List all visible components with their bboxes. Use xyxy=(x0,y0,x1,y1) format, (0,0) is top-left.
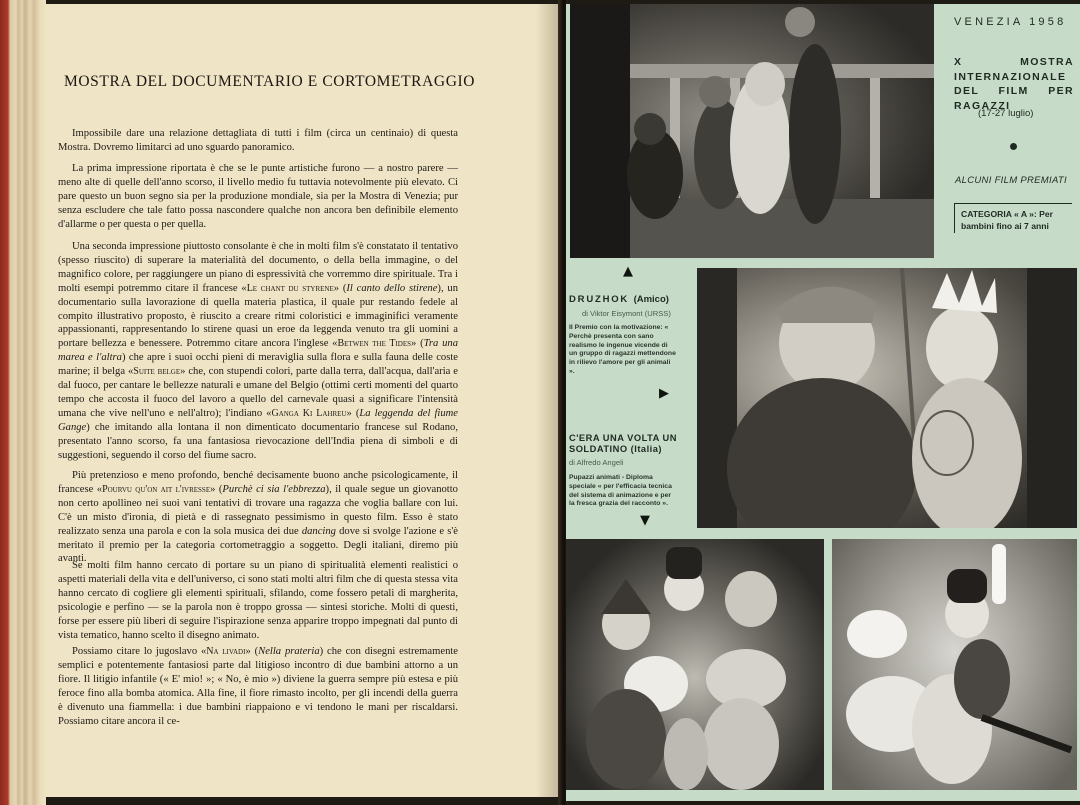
arrow-right-icon: ▶ xyxy=(659,386,669,401)
page-title: MOSTRA DEL DOCUMENTARIO E CORTOMETRAGGIO xyxy=(64,73,476,90)
photo-two-boys xyxy=(697,268,1077,528)
paragraph-6: Possiamo citare lo jugoslavo «Na livadi» (Nella prateria) che con disegni estremamente semplici e potentemente fantasiosi parte dal litigioso incontro di due bambini attorno a un fiore. Il litigio infantile (« E' mio! »; « No, è mio ») diviene la guerra sempre più estesa e più feroce fino alla bomba atomica. Alla fine, il fiore rimasto incolto, per gli incendi della guerra è divenuto una fiammella: i due bambini riappaiono e vi tendono le mani per riscaldarsi. Possiamo citare ancora il ce- xyxy=(58,646,459,727)
category-label: CATEGORIA « A »: Per bambini fino ai 7 anni xyxy=(954,203,1072,233)
paragraph-3: Una seconda impressione piuttosto consolante è che in molti film s'è constatato il tentativo (spesso riuscito) di superare la materialità del documento, o della bella immagine, o del magnifico colore, per raggiungere un piano di espressività che vorremmo dire spirituale. Tra i molti esempi potremmo citare il francese «Le chant du styrene» (Il canto dello stirene), un documentario sulla lavorazione di quella materia plastica, il quale pur restando fedele al compito illustrativo proposto, è riuscito a creare ritmi coloristici e immaginifici veramente appassionanti, rappresentando lo stirene quasi un eroe da leggenda venuto tra gli uomini a portare bellezza e benessere. Potremmo citare ancora l'inglese «Betwen the Tides» (Tra una marea e l'altra) che apre i suoi occhi pieni di meraviglia sulla flora e sulla fauna delle coste marine; il belga «Suite belge» che, con stupendi colori, parte dalla terra, dall'acqua, dall'aria e dal fuoco, per cantare le bellezze naturali e umane del Belgio (ottimi certi momenti del quarto tempo che accosta il fuoco del lavoro a quello del carnevale quasi a significare l'intensità umana che vive nell'uno e nell'altro); l'indiano «Ganga Ki Lahreu» (La leggenda del fiume Gange) che imitando alla lontana il non dimenticato documentario francese sul Rodano, presentato l'anno scorso, fa una fantasiosa rievocazione dell'India piena di simboli e di suggestioni, seguendo il corso del fiume sacro. xyxy=(58,241,459,461)
paragraph-1: Impossibile dare una relazione dettagliata di tutti i film (circa un centinaio) di questa Mostra. Dovremo limitarci ad uno sguardo panoramico. xyxy=(58,128,458,153)
section-heading: ALCUNI FILM PREMIATI xyxy=(955,175,1067,186)
arrow-down-icon: ▼ xyxy=(640,513,650,528)
film-title: Pourvu qu'on ait l'ivresse xyxy=(102,483,211,495)
film-title: Betwen the Tides xyxy=(337,338,411,350)
film-title: Le chant du styrene xyxy=(246,282,334,294)
paragraph-2: La prima impressione riportata è che se le punte artistiche furono — a nostro parere — meno alte di quelle dell'anno scorso, il livello medio fu tuttavia notevolmente più elevato. Ci pare questo un buon segno sia per la produzione mondiale, sia per la Mostra di Venezia; pur senza escludere che tale fatto possa nascondere qualche non ancora ben definibile elemento d'allarme o per questa o per quella. xyxy=(58,163,458,230)
book-edge-left xyxy=(0,0,46,805)
bullet-dot xyxy=(1010,143,1017,150)
film1-director: di Viktor Eisymont (URSS) xyxy=(582,309,671,318)
photo-puppet-soldier xyxy=(832,539,1077,790)
film1-note: II Premio con la motivazione: « Perchè presenta con sano realismo le ingenue vicende di un gruppo di ragazzi mettendone in rilievo l'amore per gli animali ». xyxy=(569,324,676,375)
festival-title: X MOSTRA INTERNAZIONALE DEL FILM PER RAGAZZI xyxy=(954,56,1074,112)
film2-title: C'ERA UNA VOLTA UN SOLDATINO (Italia) xyxy=(569,433,677,454)
film-title: Na livadi xyxy=(206,646,246,657)
paragraph-4: Più pretenzioso e meno profondo, benché decisamente buono anche psicologicamente, il francese «Pourvu qu'on ait l'ivresse» (Purchè ci sia l'ebbrezza), il quale segue un giovanotto non certo apollineo nei suoi vani tentativi di trovare una ragazza che voglia ballare con lui. C'è un misto d'ironia, di pietà e di rassegnato pessimismo in questo film. Esso è stato realizzato senza una parola e con la sola musica dei due dancing dove si svolge l'azione e s'è meritato il premio per la categoria cortometraggio a soggetto. Degli italiani, diremo più avanti. xyxy=(58,470,458,565)
film2-director: di Alfredo Angeli xyxy=(569,458,624,467)
film2-note: Pupazzi animati - Diploma speciale « per l'efficacia tecnica del sistema di animazione e per la fresca grazia del racconto ». xyxy=(569,474,672,508)
header-venezia: VENEZIA 1958 xyxy=(954,16,1067,28)
film-title: Ganga Ki Lahreu xyxy=(271,407,347,419)
arrow-up-icon: ▲ xyxy=(623,264,633,279)
photo-children-with-dog xyxy=(570,4,934,258)
film1-title: DRUZHOK (Amico) xyxy=(569,294,669,305)
festival-dates: (17-27 luglio) xyxy=(978,108,1034,119)
film-title: Suite belge xyxy=(133,366,181,378)
photo-puppets-group xyxy=(566,539,824,790)
paragraph-5: Se molti film hanno cercato di portare su un piano di spiritualità elementi realistici o aspetti materiali della vita e dell'universo, ci sono stati molti altri film che di questa stessa vita hanno cercato di cogliere gli elementi spirituali, sfilando, come fossero petali di margherita, psicologie e perfino — se la parola non è troppo grossa — sintesi storiche. Molti di questi, forse per essere più liberi di seguire l'ispirazione senza apparire troppo impegnati dal punto di vista tematico, hanno scelto il disegno animato. xyxy=(58,560,458,641)
